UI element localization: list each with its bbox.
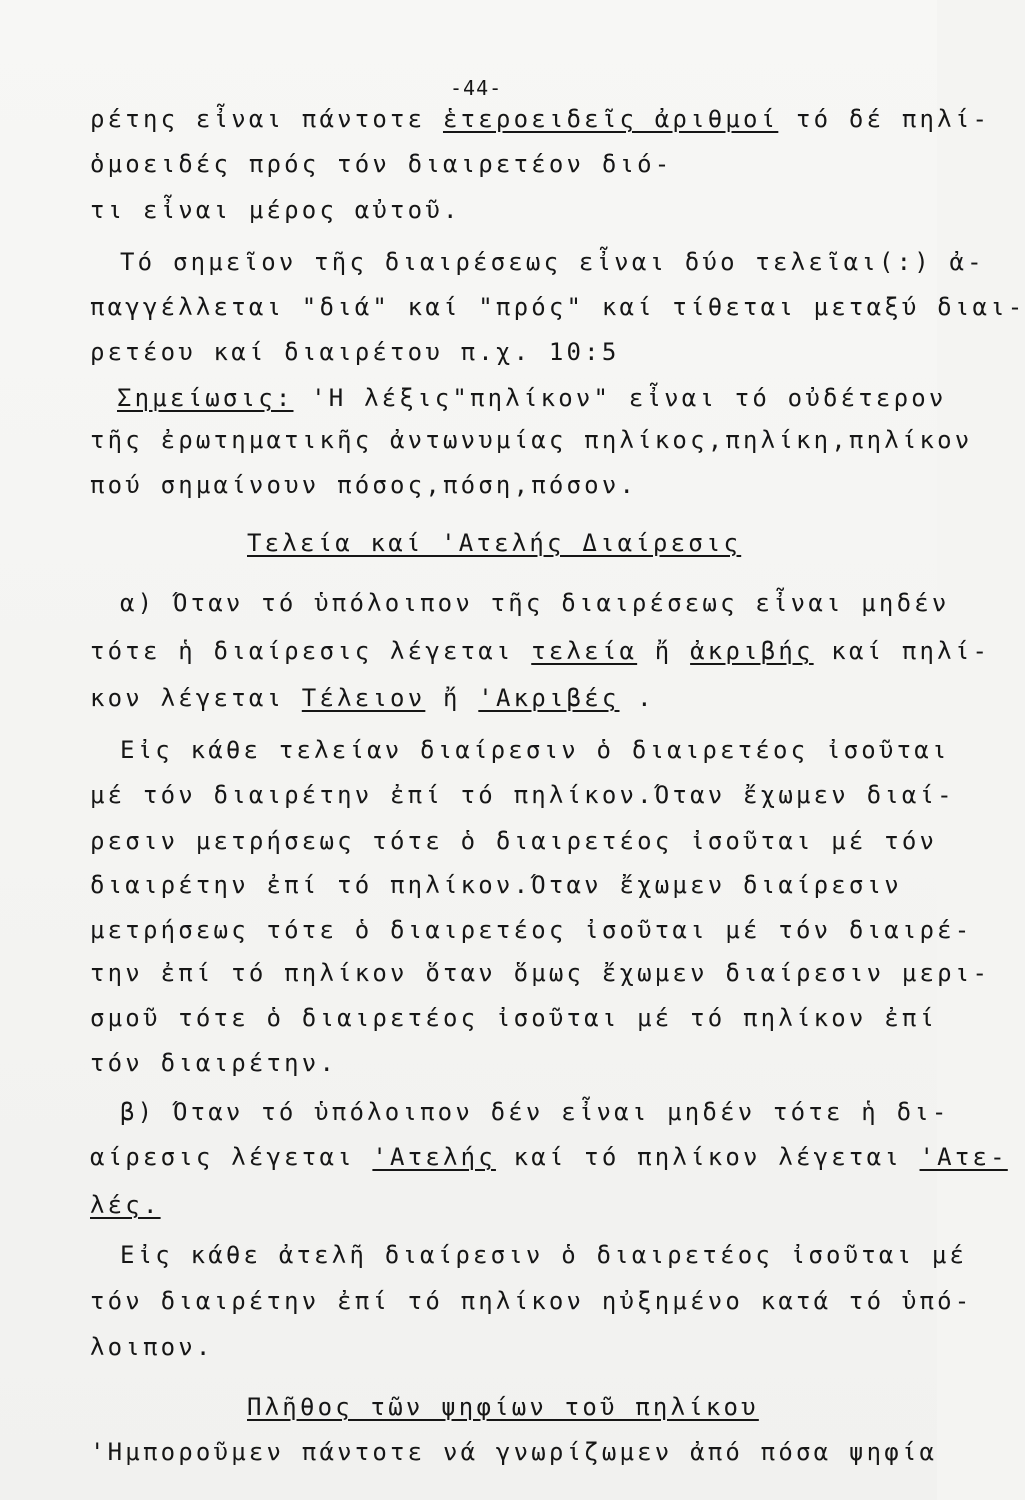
text-line: ρέτης εἶναι πάντοτε ἑτεροειδεῖς ἀριθμοί τό δέ πηλί-: [90, 105, 991, 133]
page-number: -44-: [450, 76, 503, 100]
text-line: την ἐπί τό πηλίκον ὅταν ὅμως ἔχωμεν διαίρεσιν μερι-: [90, 959, 991, 987]
text-line: αίρεσις λέγεται 'Ατελής καί τό πηλίκον λέγεται 'Ατε-: [90, 1143, 1008, 1171]
note-heading: Σημείωσις:: [117, 384, 294, 412]
text-line: Σημείωσις: 'Η λέξις"πηλίκον" εἶναι τό οὐδέτερον: [117, 384, 947, 412]
text-line: μέ τόν διαιρέτην ἐπί τό πηλίκον.Όταν ἔχωμεν διαί-: [90, 781, 955, 809]
text-line: διαιρέτην ἐπί τό πηλίκον.Όταν ἔχωμεν διαίρεσιν: [90, 871, 902, 899]
text-line: α) Όταν τό ὑπόλοιπον τῆς διαιρέσεως εἶναι μηδέν: [120, 589, 950, 617]
underlined-term: ἑτεροειδεῖς ἀριθμοί: [442, 105, 779, 133]
text-line: ρεσιν μετρήσεως τότε ὁ διαιρετέος ἰσοῦται μέ τόν: [90, 827, 938, 855]
text-line: Τό σημεῖον τῆς διαιρέσεως εἶναι δύο τελεῖαι(:) ἀ-: [120, 248, 985, 276]
text-line: τῆς ἐρωτηματικῆς ἀντωνυμίας πηλίκος,πηλίκη,πηλίκον: [90, 426, 973, 454]
text-line: Εἰς κάθε τελείαν διαίρεσιν ὁ διαιρετέος ἰσοῦται: [120, 736, 950, 764]
text-line: 'Ημποροῦμεν πάντοτε νά γνωρίζωμεν ἀπό πόσα ψηφία: [90, 1438, 938, 1466]
text-line: μετρήσεως τότε ὁ διαιρετέος ἰσοῦται μέ τόν διαιρέ-: [90, 916, 973, 944]
text-line: λές.: [90, 1191, 161, 1219]
text-line: παγγέλλεται "διά" καί "πρός" καί τίθεται μεταξύ διαι-: [90, 293, 1025, 321]
text-line: Εἰς κάθε ἀτελῆ διαίρεσιν ὁ διαιρετέος ἰσοῦται μέ: [120, 1241, 968, 1269]
text-line: σμοῦ τότε ὁ διαιρετέος ἰσοῦται μέ τό πηλίκον ἐπί: [90, 1004, 938, 1032]
text-line: τόν διαιρέτην ἐπί τό πηλίκον ηὐξημένο κατά τό ὑπό-: [90, 1287, 973, 1315]
text-line: τόν διαιρέτην.: [90, 1049, 338, 1077]
section-heading: Πλῆθος τῶν ψηφίων τοῦ πηλίκου: [247, 1393, 759, 1421]
section-heading: Τελεία καί 'Ατελής Διαίρεσις: [247, 529, 742, 557]
text-line: λοιπον.: [90, 1333, 214, 1361]
text-line: κον λέγεται Τέλειον ἤ 'Ακριβές .: [90, 684, 655, 712]
text-line: τότε ἡ διαίρεσις λέγεται τελεία ἤ ἀκριβής καί πηλί-: [90, 637, 991, 665]
text-line: τι εἶναι μέρος αὐτοῦ.: [90, 196, 461, 224]
text-line: ρετέου καί διαιρέτου π.χ. 10:5: [90, 338, 620, 366]
text-line: ὁμοειδές πρός τόν διαιρετέον διό-: [90, 150, 673, 178]
text-line: πού σημαίνουν πόσος,πόση,πόσον.: [90, 471, 638, 499]
text-line: β) Όταν τό ὑπόλοιπον δέν εἶναι μηδέν τότε ἡ δι-: [120, 1098, 950, 1126]
